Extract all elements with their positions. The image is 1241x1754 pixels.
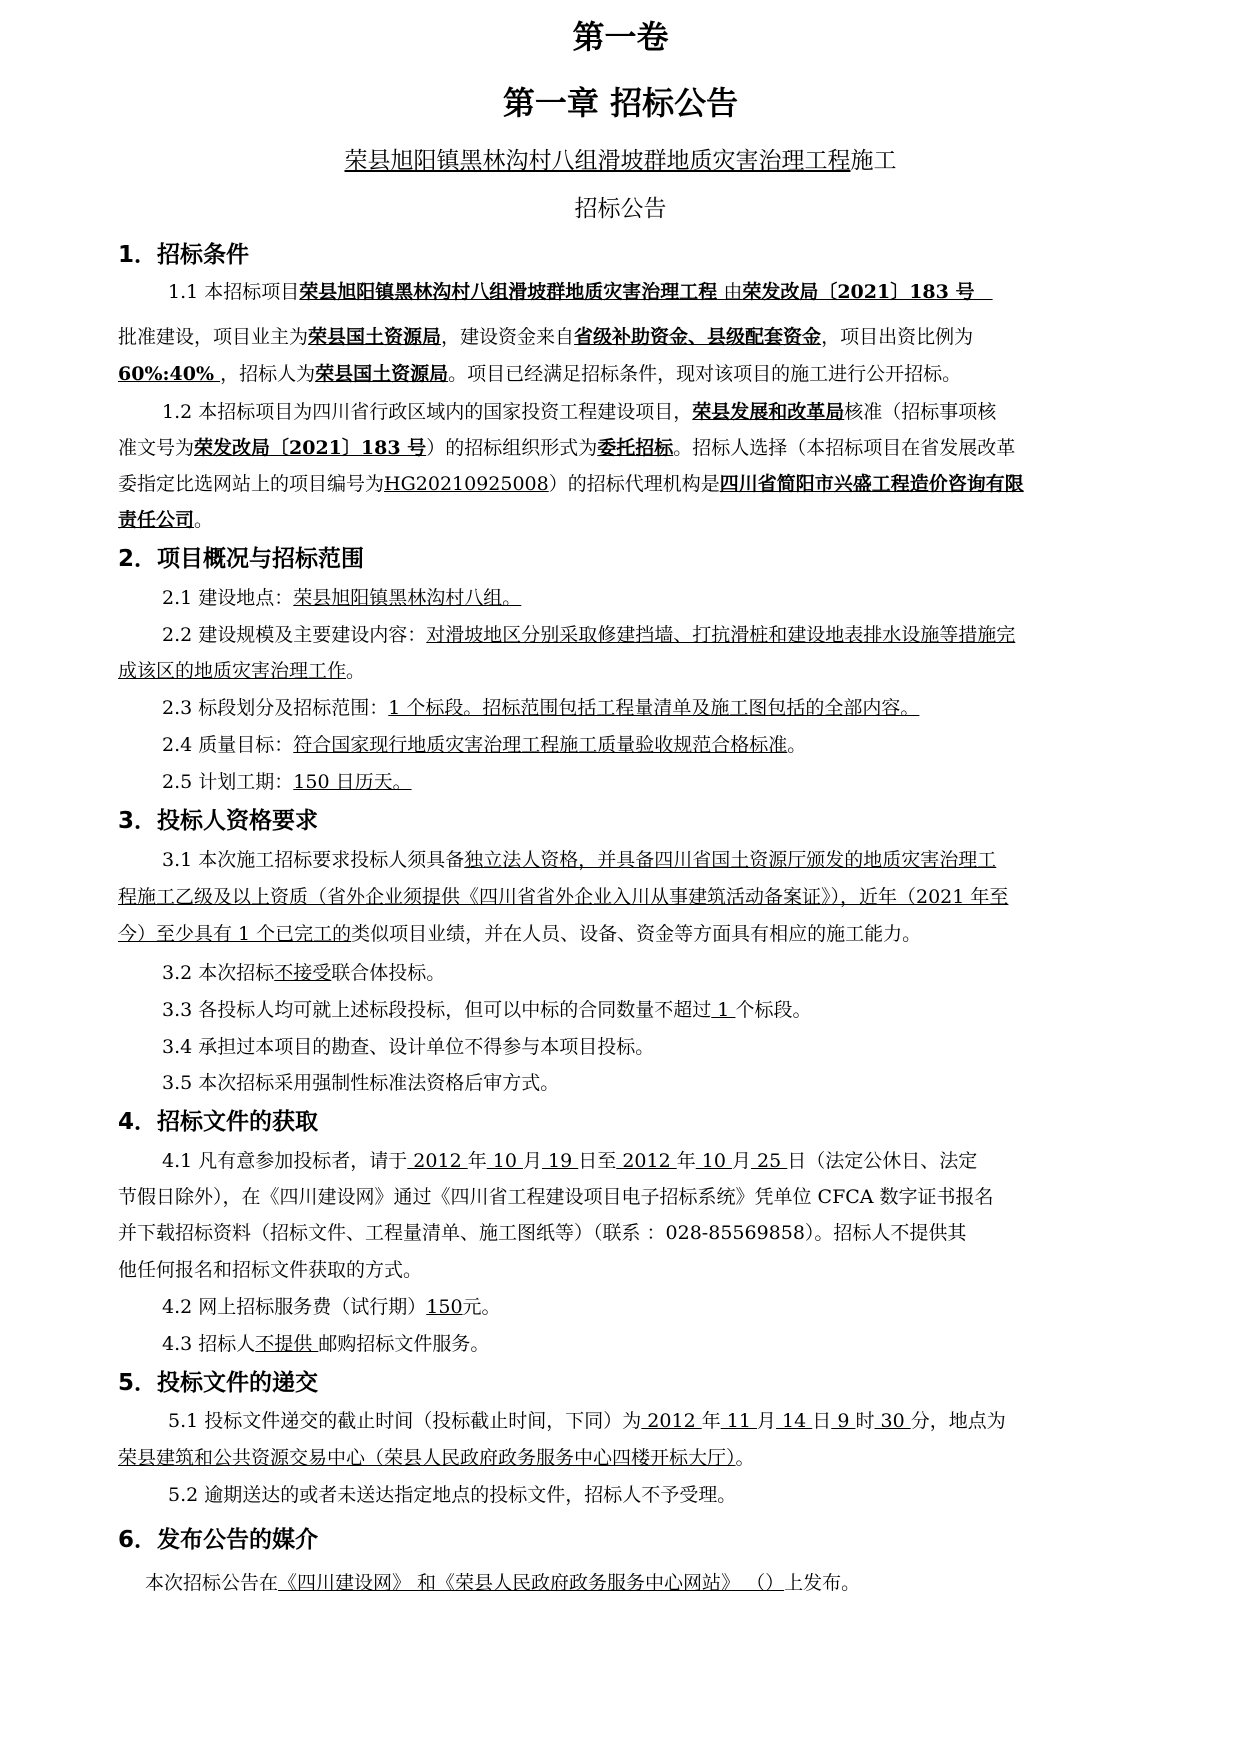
text: 月 xyxy=(522,1150,542,1172)
text: 批准建设，项目业主为 xyxy=(118,326,309,348)
para-1-1-line-3 xyxy=(118,359,961,386)
project-title-name: 荣县旭阳镇黑林沟村八组滑坡群地质灾害治理工程 xyxy=(344,148,851,174)
project-code: HG20210925008 xyxy=(384,473,549,495)
text: 由 xyxy=(717,281,743,303)
text: 邮购招标文件服务。 xyxy=(318,1333,490,1355)
text: 5.1 投标文件递交的截止时间（投标截止时间，下同）为 xyxy=(168,1410,642,1432)
construction-site: 荣县旭阳镇黑林沟村八组。 xyxy=(293,587,522,609)
text: 时 xyxy=(855,1410,875,1432)
deadline-day: 14 xyxy=(776,1410,813,1432)
text: 4.1 凡有意参加投标者，请于 xyxy=(162,1150,408,1172)
para-4-3 xyxy=(162,1329,489,1356)
end-year: 2012 xyxy=(616,1150,677,1172)
para-3-1-line-3 xyxy=(118,919,921,946)
text: 4.3 招标人 xyxy=(162,1333,256,1355)
text: 类似项目业绩，并在人员、设备、资金等方面具有相应的施工能力。 xyxy=(351,923,922,945)
para-6-1 xyxy=(145,1568,860,1595)
quality-target: 符合国家现行地质灾害治理工程施工质量验收规范合格标准 xyxy=(293,734,788,756)
approving-department: 荣县发展和改革局 xyxy=(692,401,845,423)
qualification: 独立法人资格，并具备四川省国土资源厅颁发的地质灾害治理工 xyxy=(464,849,997,871)
para-2-4 xyxy=(162,730,806,757)
tender-form: 委托招标 xyxy=(597,437,674,459)
tenderer: 荣县国土资源局 xyxy=(315,363,449,385)
qualification-cont: 程施工乙级及以上资质（省外企业须提供《四川省省外企业入川从事建筑活动备案证》），近年（2021 年至 xyxy=(118,886,1009,908)
section-1-heading: 1．招标条件 xyxy=(118,242,250,268)
deadline-year: 2012 xyxy=(641,1410,702,1432)
chapter-title: 第一章 招标公告 xyxy=(502,84,739,122)
text: 。 xyxy=(346,660,366,682)
text: 元。 xyxy=(462,1296,501,1318)
para-4-1-line-3: 并下载招标资料（招标文件、工程量清单、施工图纸等）（联系 ：028-85569858）。招标人不提供其 xyxy=(118,1222,967,1244)
end-month: 10 xyxy=(695,1150,732,1172)
notice-title: 招标公告 xyxy=(574,196,667,222)
para-2-2-line-2 xyxy=(118,656,365,683)
text: 日（法定公休日、法定 xyxy=(787,1150,978,1172)
text: 月 xyxy=(732,1150,752,1172)
para-4-1-line-1 xyxy=(162,1146,977,1173)
para-4-2 xyxy=(162,1292,501,1319)
text: 3.3 各投标人均可就上述标段投标，但可以中标的合同数量不超过 xyxy=(162,999,712,1021)
service-fee: 150 xyxy=(426,1296,463,1318)
text: ，招标人为 xyxy=(220,363,316,385)
text: ，项目出资比例为 xyxy=(821,326,974,348)
text: 2.4 质量目标： xyxy=(162,734,294,756)
para-2-1 xyxy=(162,583,521,610)
text: ）的招标组织形式为 xyxy=(426,437,598,459)
para-3-1-line-1 xyxy=(162,845,996,872)
text: 1.2 本招标项目为四川省行政区域内的国家投资工程建设项目， xyxy=(162,401,693,423)
qualification-cont: 今）至少具有 1 个已完工的 xyxy=(118,923,352,945)
para-1-2-line-1 xyxy=(162,397,996,424)
para-3-1-line-2 xyxy=(118,882,1008,909)
joint-venture-policy: 不接受 xyxy=(274,962,332,984)
end-day: 25 xyxy=(751,1150,788,1172)
text: 4.2 网上招标服务费（试行期） xyxy=(162,1296,427,1318)
project-name: 荣县旭阳镇黑林沟村八组滑坡群地质灾害治理工程 xyxy=(299,281,718,303)
para-4-1-line-4: 他任何报名和招标文件获取的方式。 xyxy=(118,1259,423,1281)
approval-number: 荣发改局〔2021〕183 号 xyxy=(194,437,427,459)
para-4-1-line-2: 节假日除外），在《四川建设网》通过《四川省工程建设项目电子招标系统》凭单位 CFCA 数字证书报名 xyxy=(118,1186,994,1208)
project-title-suffix: 施工 xyxy=(850,148,897,174)
para-5-1-line-1 xyxy=(168,1406,1006,1433)
project-title xyxy=(0,142,1241,175)
para-5-1-line-2 xyxy=(118,1443,755,1470)
planned-duration: 150 日历天。 xyxy=(293,771,412,793)
text: 联合体投标。 xyxy=(331,962,446,984)
section-3-heading: 3．投标人资格要求 xyxy=(118,808,319,834)
text: 委指定比选网站上的项目编号为 xyxy=(118,473,385,495)
text: 3.2 本次招标 xyxy=(162,962,275,984)
text: 1.1 本招标项目 xyxy=(168,281,300,303)
text: 本次招标公告在 xyxy=(145,1572,279,1594)
deadline-minute: 30 xyxy=(874,1410,911,1432)
para-2-2-line-1 xyxy=(162,620,1015,647)
construction-content: 对滑坡地区分别采取修建挡墙、打抗滑桩和建设地表排水设施等措施完 xyxy=(426,624,1016,646)
text: 日 xyxy=(812,1410,832,1432)
text: 年 xyxy=(676,1150,696,1172)
para-1-1-line-1 xyxy=(168,277,993,304)
publishing-media: 《四川建设网》 和《荣县人民政府政务服务中心网站》 （） xyxy=(278,1572,785,1594)
funding-source: 省级补助资金、县级配套资金 xyxy=(574,326,822,348)
para-3-3 xyxy=(162,995,811,1022)
construction-content-cont: 成该区的地质灾害治理工作 xyxy=(118,660,347,682)
text: ，建设资金来自 xyxy=(441,326,575,348)
text: 2.1 建设地点： xyxy=(162,587,294,609)
submission-place: 荣县建筑和公共资源交易中心（荣县人民政府政务服务中心四楼开标大厅） xyxy=(118,1447,736,1469)
text: 。 xyxy=(787,734,807,756)
text: 年 xyxy=(467,1150,487,1172)
text: 年 xyxy=(701,1410,721,1432)
text: 2.2 建设规模及主要建设内容： xyxy=(162,624,427,646)
start-day: 19 xyxy=(542,1150,579,1172)
section-2-heading: 2．项目概况与招标范围 xyxy=(118,546,365,572)
para-1-2-line-2 xyxy=(118,433,1015,460)
section-4-heading: 4．招标文件的获取 xyxy=(118,1109,319,1135)
para-1-2-line-3 xyxy=(118,469,1024,496)
start-month: 10 xyxy=(486,1150,523,1172)
text: 。招标人选择（本招标项目在省发展改革 xyxy=(673,437,1016,459)
text: 分，地点为 xyxy=(910,1410,1006,1432)
agent-name-cont: 责任公司 xyxy=(118,509,195,531)
text: 月 xyxy=(756,1410,776,1432)
para-3-2 xyxy=(162,958,445,985)
volume-title: 第一卷 xyxy=(572,18,669,56)
text: 核准（招标事项核 xyxy=(844,401,997,423)
lot-scope: 1 个标段。招标范围包括工程量清单及施工图包括的全部内容。 xyxy=(388,697,920,719)
max-lots: 1 xyxy=(711,999,736,1021)
para-2-3 xyxy=(162,693,919,720)
text: 2.5 计划工期： xyxy=(162,771,294,793)
project-owner: 荣县国土资源局 xyxy=(308,326,442,348)
para-1-1-line-2 xyxy=(118,322,973,349)
text: 。 xyxy=(194,509,214,531)
text: 准文号为 xyxy=(118,437,195,459)
para-3-4: 3.4 承担过本项目的勘查、设计单位不得参与本项目投标。 xyxy=(162,1036,655,1058)
text: ）的招标代理机构是 xyxy=(548,473,720,495)
text: 个标段。 xyxy=(735,999,812,1021)
section-6-heading: 6．发布公告的媒介 xyxy=(118,1527,319,1553)
deadline-hour: 9 xyxy=(831,1410,856,1432)
funding-ratio: 60%:40% xyxy=(118,363,215,385)
para-5-2: 5.2 逾期送达的或者未送达指定地点的投标文件，招标人不予受理。 xyxy=(168,1484,737,1506)
para-2-5 xyxy=(162,767,412,794)
para-1-2-line-4 xyxy=(118,505,213,532)
agent-name: 四川省简阳市兴盛工程造价咨询有限 xyxy=(719,473,1024,495)
text: 。 xyxy=(735,1447,755,1469)
start-year: 2012 xyxy=(407,1150,468,1172)
deadline-month: 11 xyxy=(720,1410,757,1432)
text: 。项目已经满足招标条件，现对该项目的施工进行公开招标。 xyxy=(448,363,962,385)
approval-number: 荣发改局〔2021〕183 号 xyxy=(742,281,975,303)
para-3-5: 3.5 本次招标采用强制性标准法资格后审方式。 xyxy=(162,1072,560,1094)
mail-service: 不提供 xyxy=(255,1333,319,1355)
text: 日至 xyxy=(578,1150,617,1172)
section-5-heading: 5．投标文件的递交 xyxy=(118,1370,319,1396)
text: 上发布。 xyxy=(784,1572,861,1594)
text: 2.3 标段划分及招标范围： xyxy=(162,697,389,719)
text: 3.1 本次施工招标要求投标人须具备 xyxy=(162,849,465,871)
